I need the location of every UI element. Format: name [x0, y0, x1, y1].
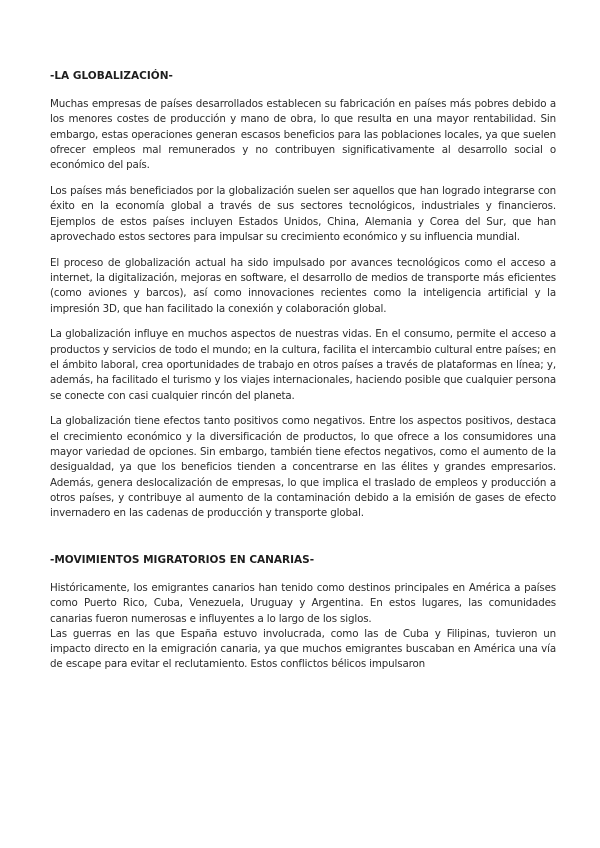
section-spacer [50, 532, 556, 554]
section-heading-migratorios: -MOVIMIENTOS MIGRATORIOS EN CANARIAS- [50, 553, 315, 566]
paragraph: El proceso de globalización actual ha sido impulsado por avances tecnológicos como el acceso a internet, la digitalización, mejoras en software, el desarrollo de medios de transporte más eficientes (como aviones y barcos), así como innovaciones recientes como la inteligencia artificial y la impresión 3D, que han facilitado la conexión y colaboración global. [50, 256, 556, 315]
paragraph: Las guerras en las que España estuvo involucrada, como las de Cuba y Filipinas, tuvieron un impacto directo en la emigración canaria, ya que muchos emigrantes buscaban en América una vía de escape para evitar el reclutamiento. Estos conflictos bélicos impulsaron [50, 627, 556, 671]
paragraph: La globalización tiene efectos tanto positivos como negativos. Entre los aspectos positivos, destaca el crecimiento económico y la diversificación de productos, lo que ofrece a los consumidores una mayor variedad de opciones. Sin embargo, también tiene efectos negativos, como el aumento de la desigualdad, ya que los beneficios tienden a concentrarse en las élites y grandes empresarios. Además, genera deslocalización de empresas, lo que implica el traslado de empleos y producción a otros países, y contribuye al aumento de la contaminación debido a la emisión de gases de efecto invernadero en las cadenas de producción y transporte global. [50, 415, 556, 520]
paragraph: Los países más beneficiados por la globalización suelen ser aquellos que han logrado integrarse con éxito en la economía global a través de sus sectores tecnológicos, industriales y financieros. Ejemplos de estos países incluyen Estados Unidos, China, Alemania y Corea del Sur, que han aprovechado estos sectores para impulsar su crecimiento económico y su influencia mundial. [50, 184, 556, 243]
paragraph: Muchas empresas de países desarrollados establecen su fabricación en países más pobres debido a los menores costes de producción y mano de obra, lo que resulta en una mayor rentabilidad. Sin embargo, estas operaciones generan escasos beneficios para las poblaciones locales, ya que suelen ofrecer empleos mal remunerados y no contribuyen significativamente al desarrollo social o económico del país. [50, 98, 556, 172]
paragraph: Históricamente, los emigrantes canarios han tenido como destinos principales en América a países como Puerto Rico, Cuba, Venezuela, Uruguay y Argentina. En estos lugares, las comunidades canarias fueron numerosas e influyentes a lo largo de los siglos. [50, 581, 556, 625]
paragraph: La globalización influye en muchos aspectos de nuestras vidas. En el consumo, permite el acceso a productos y servicios de todo el mundo; en la cultura, facilita el intercambio cultural entre países; en el ámbito laboral, crea oportunidades de trabajo en otros países a través de plataformas en línea; y, además, ha facilitado el turismo y los viajes internacionales, haciendo posible que cualquier persona se conecte con casi cualquier rincón del planeta. [50, 328, 556, 402]
section-heading-globalizacion: -LA GLOBALIZACIÓN- [50, 70, 173, 82]
